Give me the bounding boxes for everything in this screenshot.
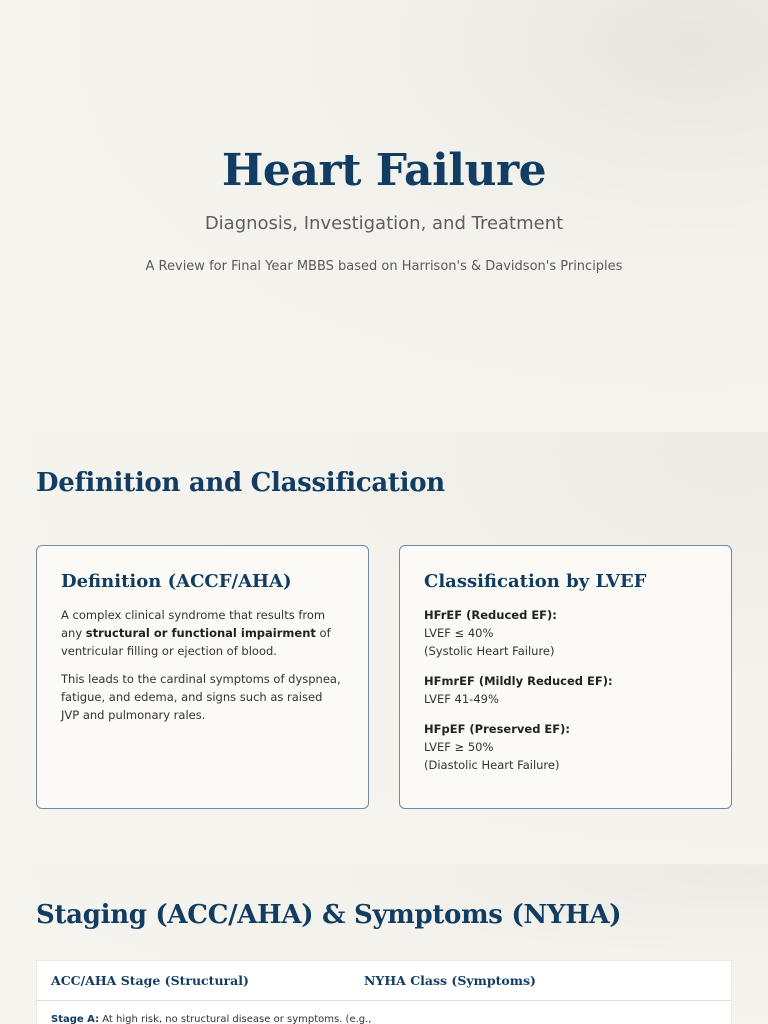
column-header-nyha: NYHA Class (Symptoms) <box>364 973 536 988</box>
staging-table <box>36 960 732 1024</box>
stage-label: Stage A: <box>51 1014 100 1024</box>
table-row <box>37 1001 731 1024</box>
definition-section <box>0 432 768 864</box>
page-note: A Review for Final Year MBBS based on Harrison's & Davidson's Principles <box>145 259 623 274</box>
definition-section-title: Definition and Classification <box>36 468 445 498</box>
definition-text-bold: structural or functional impairment <box>85 626 316 640</box>
classification-value: LVEF ≤ 40% <box>424 626 494 640</box>
definition-card-title: Definition (ACCF/AHA) <box>61 571 292 592</box>
classification-item-hfref <box>424 606 707 660</box>
stage-description: At high risk, no structural disease or symptoms. (e.g., <box>99 1014 372 1024</box>
classification-value: LVEF ≥ 50% <box>424 740 494 754</box>
classification-name: HFmrEF (Mildly Reduced EF): <box>424 674 613 688</box>
classification-name: HFpEF (Preserved EF): <box>424 722 570 736</box>
staging-section-title: Staging (ACC/AHA) & Symptoms (NYHA) <box>36 900 622 930</box>
hero-section <box>0 0 768 432</box>
staging-section <box>0 864 768 1024</box>
definition-text-end: of ventricular filling or ejection of blood. <box>61 626 331 658</box>
symptoms-paragraph: This leads to the cardinal symptoms of dyspnea, fatigue, and edema, and signs such as raised JVP and pulmonary rales. <box>61 672 341 722</box>
classification-item-hfmref <box>424 672 707 708</box>
classification-name: HFrEF (Reduced EF): <box>424 608 557 622</box>
classification-item-hfpef <box>424 720 707 774</box>
column-header-acc-aha: ACC/AHA Stage (Structural) <box>51 973 249 988</box>
definition-text-start: A complex clinical syndrome that results from any <box>61 608 326 640</box>
definition-card <box>36 545 369 809</box>
classification-card-title: Classification by LVEF <box>424 571 647 592</box>
page-title: Heart Failure <box>221 145 547 196</box>
classification-note: (Systolic Heart Failure) <box>424 644 555 658</box>
classification-card <box>399 545 732 809</box>
classification-note: (Diastolic Heart Failure) <box>424 758 560 772</box>
classification-value: LVEF 41-49% <box>424 692 499 706</box>
definition-paragraph <box>61 606 344 660</box>
page-subtitle: Diagnosis, Investigation, and Treatment <box>204 213 564 234</box>
table-header <box>37 961 731 1001</box>
